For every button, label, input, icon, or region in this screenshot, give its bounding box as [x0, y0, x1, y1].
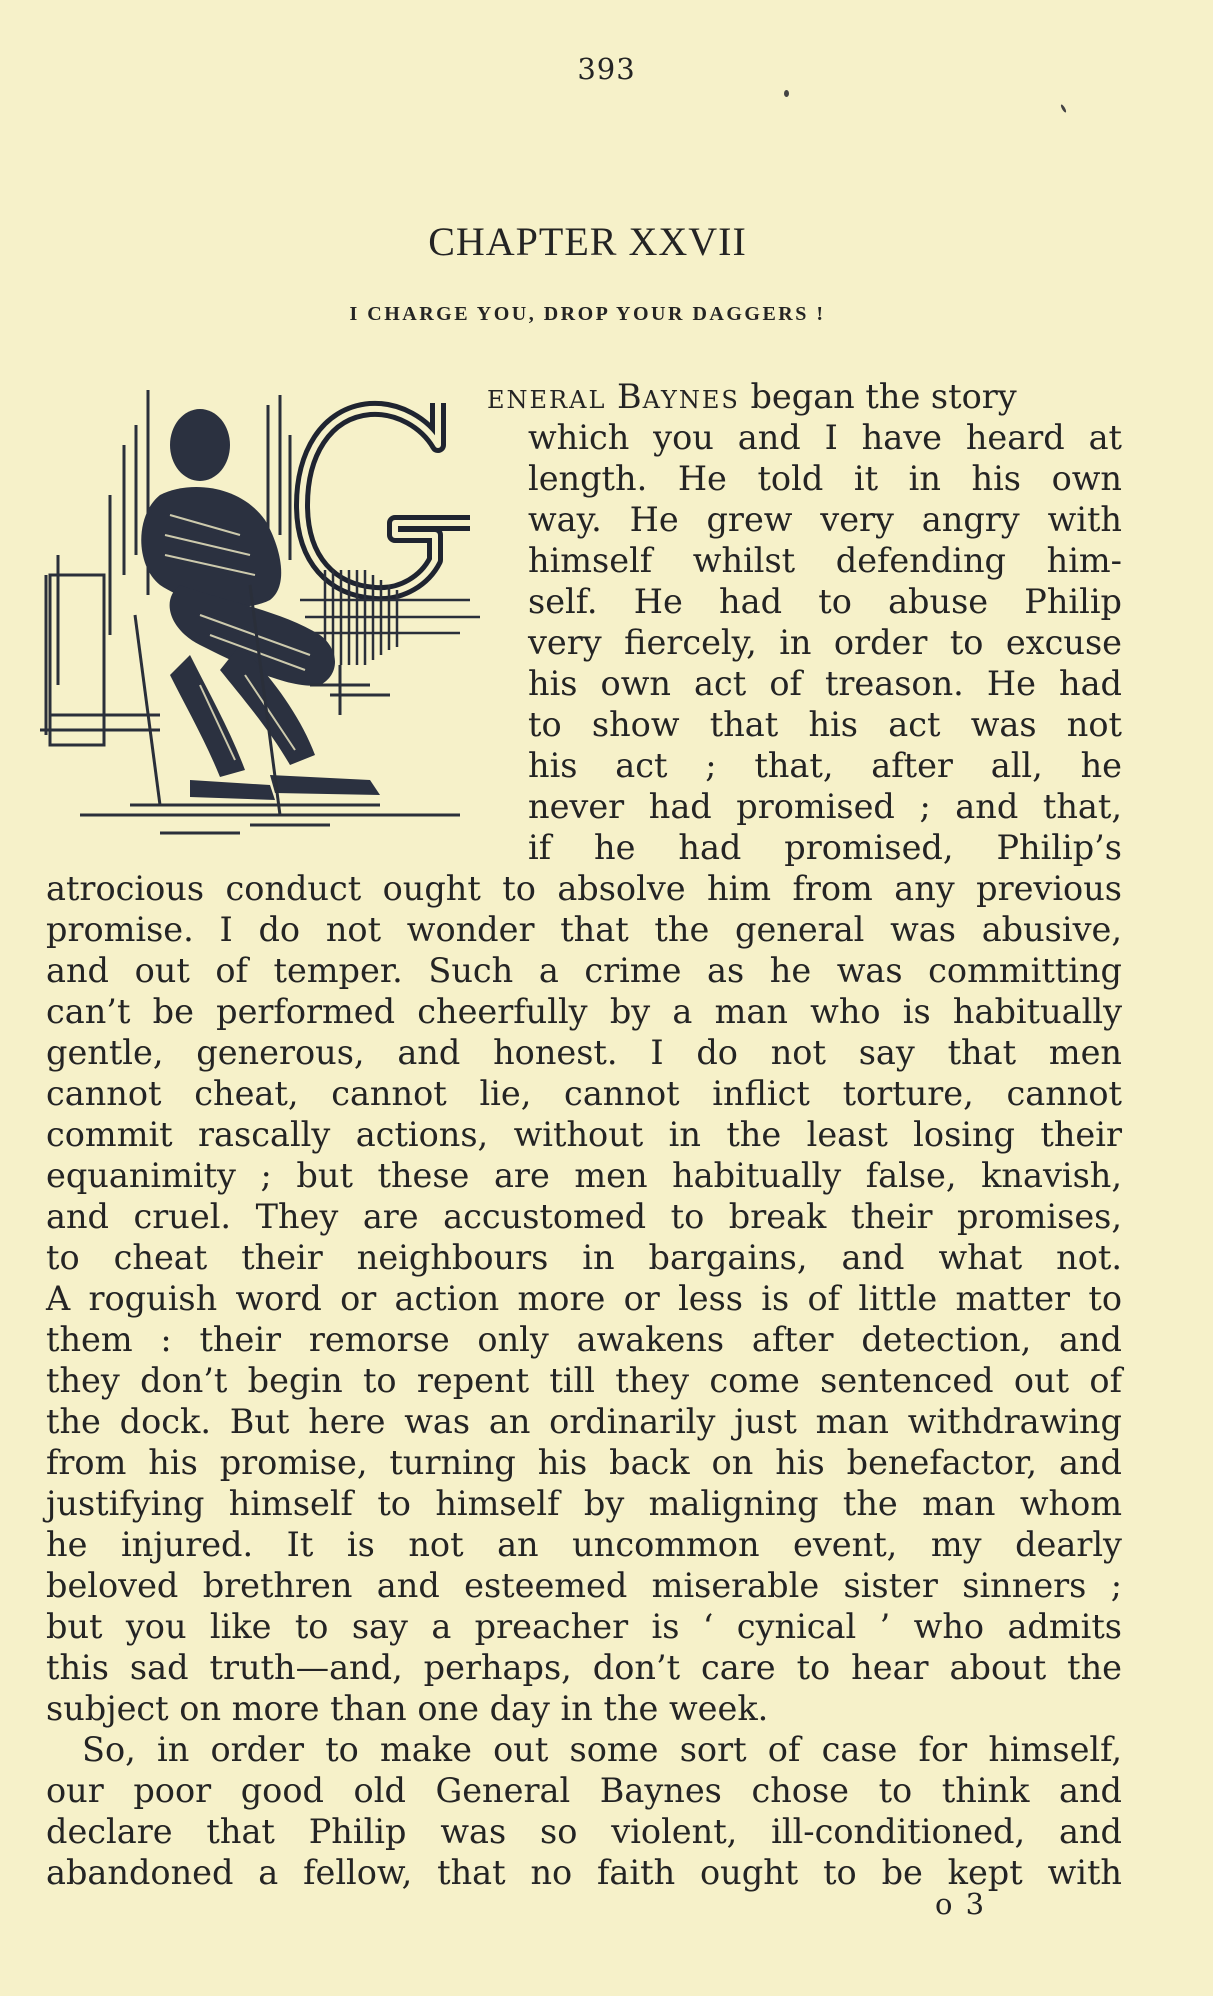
text-line: they don’t begin to repent till they come sentenced out of: [46, 1361, 1122, 1400]
text-line: length. He told it in his own: [528, 459, 1122, 498]
text-line-first: [487, 376, 1121, 421]
small-caps-word: AYNES: [642, 386, 740, 414]
text-line: A roguish word or action more or less is of little matter to: [46, 1279, 1122, 1318]
text-line: to cheat their neighbours in bargains, and what not.: [46, 1238, 1122, 1277]
text-line: them : their remorse only awakens after detection, and: [46, 1320, 1122, 1359]
page-number: 393: [577, 52, 636, 86]
text-line: way. He grew very angry with: [528, 500, 1122, 539]
signature-mark: o 3: [935, 1887, 987, 1921]
text-line: which you and I have heard at: [528, 418, 1122, 457]
text-line: gentle, generous, and honest. I do not say that men: [46, 1033, 1122, 1072]
text-line: himself whilst defending him-: [528, 541, 1122, 580]
small-caps-initial: B: [617, 377, 643, 416]
small-caps-word: ENERAL: [487, 386, 607, 414]
text-line: and out of temper. Such a crime as he was committing: [46, 951, 1122, 990]
text-line: he injured. It is not an uncommon event, my dearly: [46, 1525, 1122, 1564]
text-line: cannot cheat, cannot lie, cannot inflict torture, cannot: [46, 1074, 1122, 1113]
text-line: but you like to say a preacher is ‘ cynical ’ who admits: [46, 1607, 1122, 1646]
drop-cap-illustration: [40, 385, 480, 840]
text-line: our poor good old General Baynes chose to think and: [46, 1771, 1122, 1810]
text-line: abandoned a fellow, that no faith ought to be kept with: [46, 1853, 1122, 1892]
text-line: beloved brethren and esteemed miserable sister sinners ;: [46, 1566, 1122, 1605]
text-line: equanimity ; but these are men habitually false, knavish,: [46, 1156, 1122, 1195]
text-line-indented: So, in order to make out some sort of case for himself,: [82, 1730, 1122, 1769]
text-line: commit rascally actions, without in the least losing their: [46, 1115, 1122, 1154]
text-line: this sad truth—and, perhaps, don’t care to hear about the: [46, 1648, 1122, 1687]
text-line: to show that his act was not: [528, 705, 1122, 744]
chapter-title: CHAPTER XXVII: [428, 219, 747, 264]
text-line: the dock. But here was an ordinarily just man withdrawing: [46, 1402, 1122, 1441]
text-line-last: subject on more than one day in the week.: [46, 1689, 769, 1728]
ink-speck: [1060, 104, 1067, 113]
text-line: his own act of treason. He had: [528, 664, 1122, 703]
text-line: very fiercely, in order to excuse: [528, 623, 1122, 662]
text-line: his act ; that, after all, he: [528, 746, 1122, 785]
text-line: atrocious conduct ought to absolve him from any previous: [46, 869, 1122, 908]
chapter-subtitle: I CHARGE YOU, DROP YOUR DAGGERS !: [349, 303, 826, 325]
text-span: began the story: [739, 377, 1017, 416]
ink-speck: [784, 90, 789, 97]
text-line: self. He had to abuse Philip: [528, 582, 1122, 621]
text-line: if he had promised, Philip’s: [528, 828, 1122, 867]
text-line: never had promised ; and that,: [528, 787, 1122, 826]
text-line: from his promise, turning his back on his benefactor, and: [46, 1443, 1122, 1482]
text-line: can’t be performed cheerfully by a man who is habitually: [46, 992, 1122, 1031]
text-line: and cruel. They are accustomed to break their promises,: [46, 1197, 1122, 1236]
text-line: declare that Philip was so violent, ill-conditioned, and: [46, 1812, 1122, 1851]
text-line: justifying himself to himself by maligning the man whom: [46, 1484, 1122, 1523]
text-line: promise. I do not wonder that the general was abusive,: [46, 910, 1122, 949]
